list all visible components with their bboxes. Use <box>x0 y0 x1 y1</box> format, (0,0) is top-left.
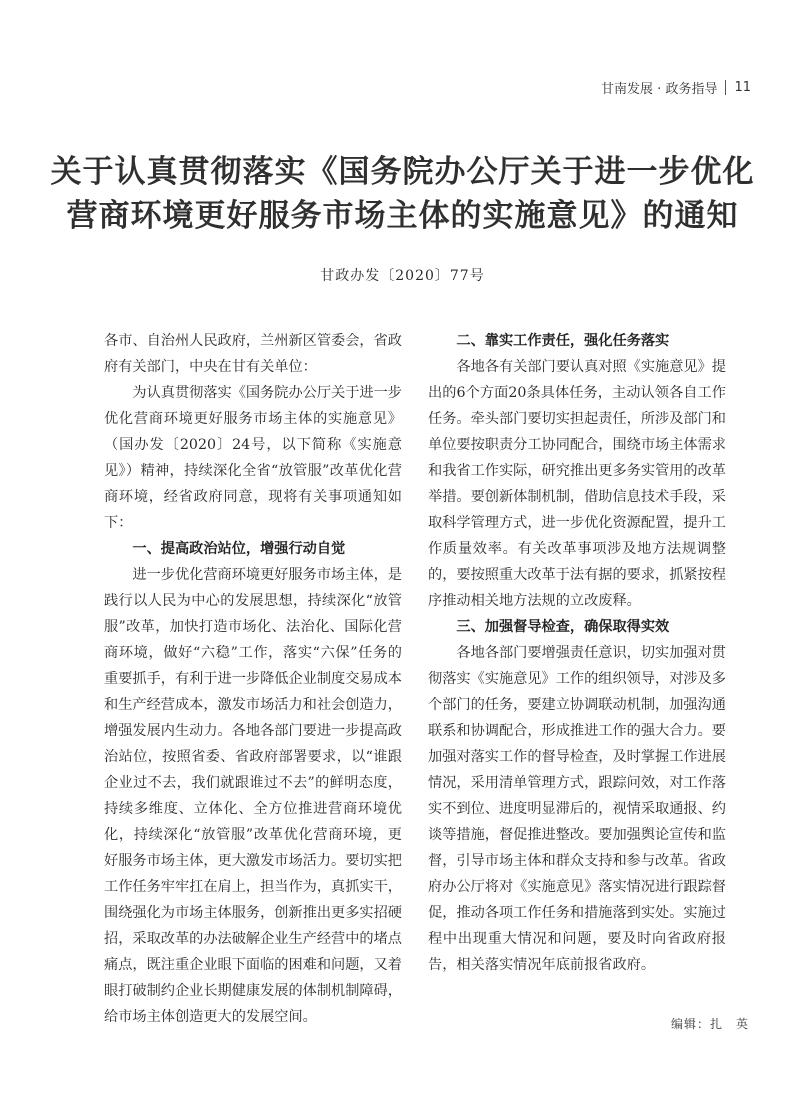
section-3-paragraph: 各地各部门要增强责任意识，切实加强对贯彻落实《实施意见》工作的组织领导，对涉及多个部门的任务，要建立协调联动机制，加强沟通联系和协调配合，形成推进工作的强大合力。要加强对落实工作的督导检查，及时掌握工作进展情况，采用清单管理方式，跟踪问效，对工作落实不到位、进度明显滞后的，视情采取通报、约谈等措施，督促推进整改。要加强舆论宣传和监督，引导市场主体和群众支持和参与改革。省政府办公厅将对《实施意见》落实情况进行跟踪督促，推动各项工作任务和措施落到实处。实施过程中出现重大情况和问题，要及时向省政府报告，相关落实情况年底前报省政府。 <box>428 645 726 973</box>
page-title <box>0 150 805 238</box>
running-header <box>601 78 751 97</box>
section-1-paragraph: 进一步优化营商环境更好服务市场主体，是践行以人民为中心的发展思想，持续深化“放管服”改革，加快打造市场化、法治化、国际化营商环境，做好“六稳”工作，落实“六保”任务的重要抓手，有利于进一步降低企业制度交易成本和生产经营成本，激发市场活力和社会创造力，增强发展内生动力。各地各部门要进一步提高政治站位，按照省委、省政府部署要求，以“谁跟企业过不去，我们就跟谁过不去”的鲜明态度，持续多维度、立体化、全方位推进营商环境优化，持续深化“放管服”改革优化营商环境，更好服务市场主体，更大激发市场活力。要切实把工作任务牢牢扛在肩上，担当作为，真抓实干，围绕强化为市场主体服务，创新推出更多实招硬招，采取改革的办法破解企业生产经营中的堵点痛点，既注重企业眼下面临的困难和问题，又着眼打破制约企业长期健康发展的体制机制障碍，给市场主体创造更大的发展空间。 <box>104 567 402 1025</box>
section-name: 甘南发展 · 政务指导 <box>601 82 718 97</box>
header-divider <box>725 80 726 95</box>
right-column <box>428 328 726 978</box>
page-number: 11 <box>734 80 751 95</box>
section-heading-1: 一、提高政治站位，增强行动自觉 <box>132 541 346 557</box>
intro-paragraph: 为认真贯彻落实《国务院办公厅关于进一步优化营商环境更好服务市场主体的实施意见》（国办发〔2020〕24号，以下简称《实施意见》）精神，持续深化全省“放管服”改革优化营商环境，经省政府同意，现将有关事项通知如下： <box>104 385 402 531</box>
section-heading-2: 二、靠实工作责任，强化任务落实 <box>456 333 670 349</box>
section-2-paragraph: 各地各有关部门要认真对照《实施意见》提出的6个方面20条具体任务，主动认领各自工作任务。牵头部门要切实担起责任，所涉及部门和单位要按职责分工协同配合，围绕市场主体需求和我省工作实际，研究推出更多务实管用的改革举措。要创新体制机制，借助信息技术手段，采取科学管理方式，进一步优化资源配置，提升工作质量效率。有关改革事项涉及地方法规调整的，要按照重大改革于法有据的要求，抓紧按程序推动相关地方法规的立改废释。 <box>428 359 726 609</box>
left-column <box>104 328 402 1030</box>
document-number: 甘政办发〔2020〕77号 <box>320 268 485 284</box>
editor-credit: 编辑：扎 英 <box>670 1017 749 1031</box>
title-line-1: 关于认真贯彻落实《国务院办公厅关于进一步优化 <box>50 154 755 190</box>
salutation: 各市、自治州人民政府，兰州新区管委会，省政府有关部门，中央在甘有关单位： <box>104 333 402 375</box>
section-heading-3: 三、加强督导检查，确保取得实效 <box>456 619 670 635</box>
title-line-2: 营商环境更好服务市场主体的实施意见》的通知 <box>66 198 739 234</box>
